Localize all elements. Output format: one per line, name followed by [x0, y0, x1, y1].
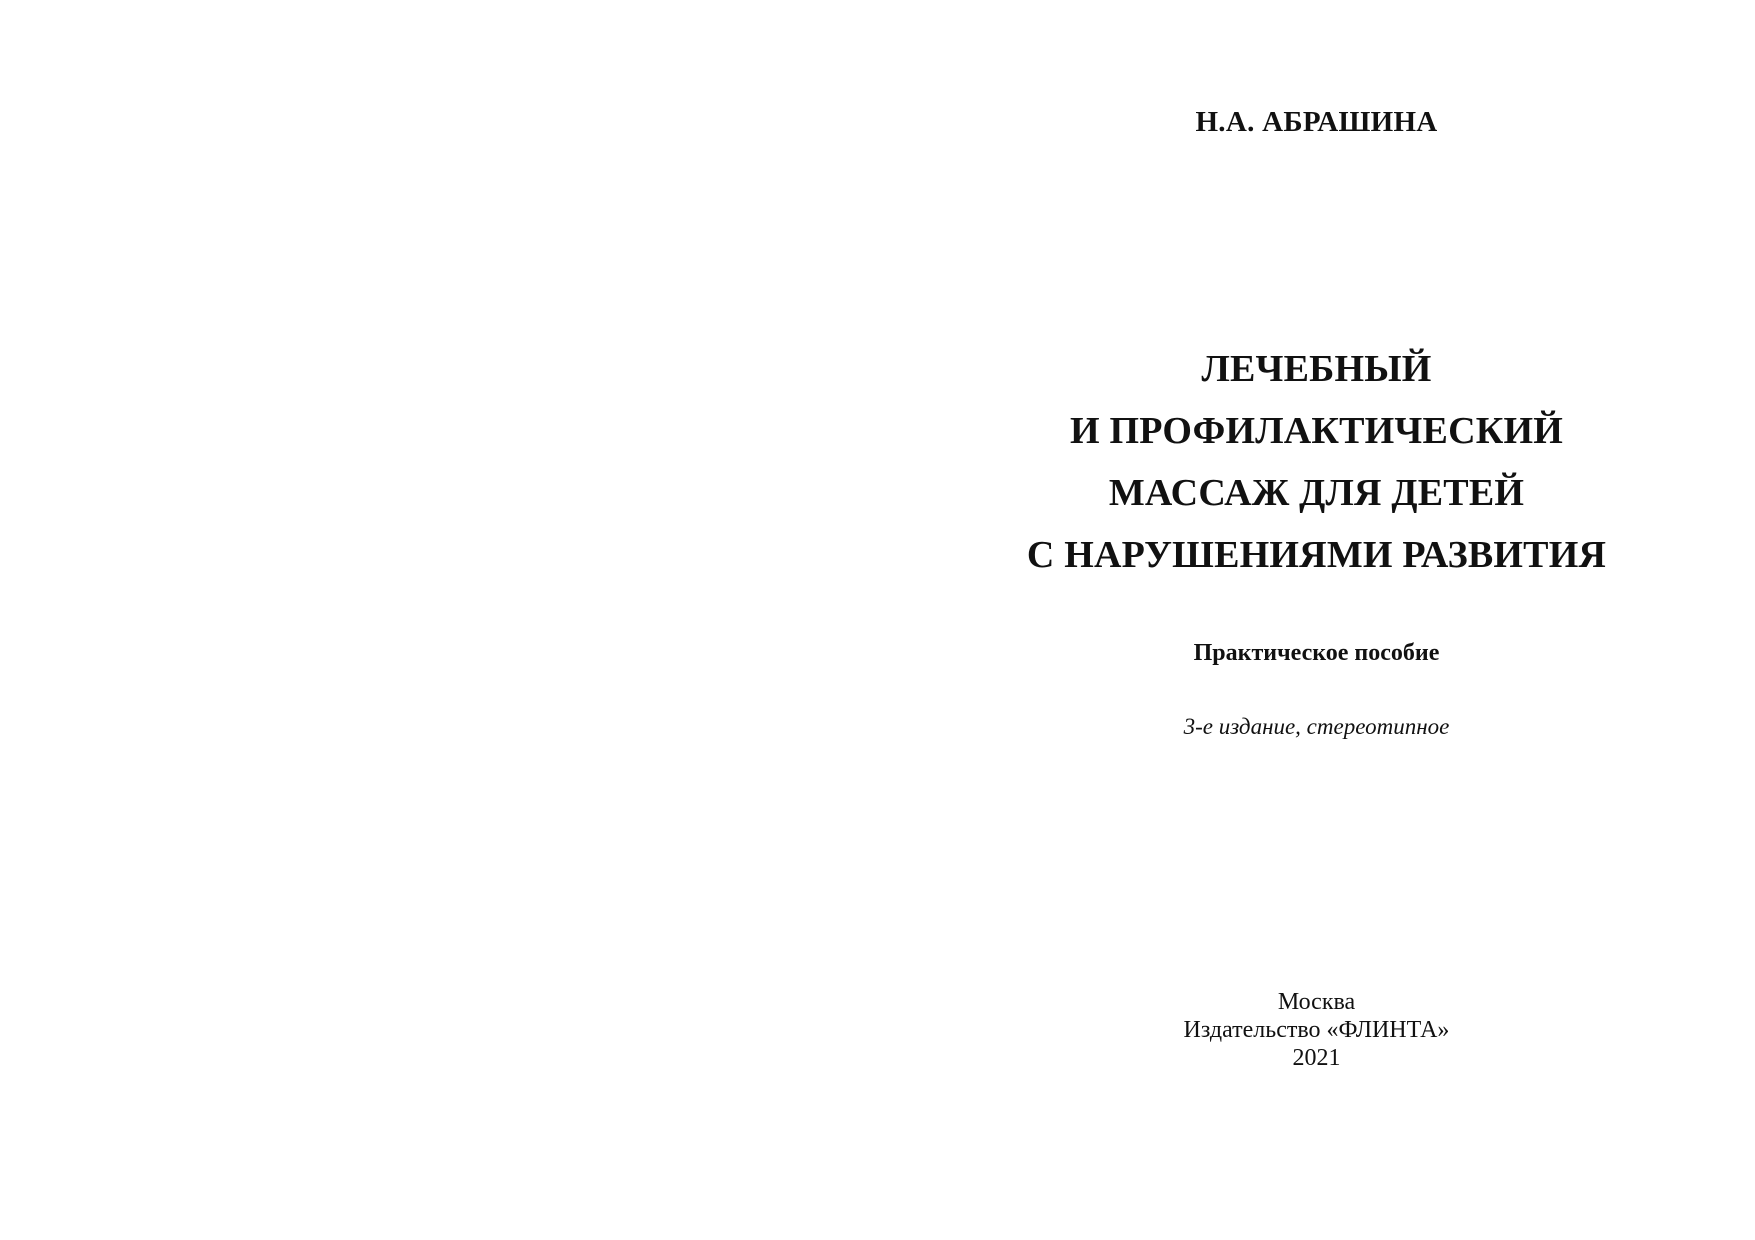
title-page [878, 0, 1755, 1240]
title-line-4: С НАРУШЕНИЯМИ РАЗВИТИЯ [1026, 534, 1607, 576]
title-line-3: МАССАЖ ДЛЯ ДЕТЕЙ [1108, 472, 1525, 514]
book-title [878, 338, 1755, 586]
title-line-1: ЛЕЧЕБНЫЙ [1201, 348, 1432, 390]
imprint-year: 2021 [1292, 1045, 1341, 1071]
title-line-2: И ПРОФИЛАКТИЧЕСКИЙ [1070, 410, 1563, 452]
edition-note: 3-е издание, стереотипное [1183, 714, 1450, 739]
imprint-block [878, 988, 1755, 1072]
imprint-city: Москва [1277, 989, 1356, 1015]
book-subtitle: Практическое пособие [1193, 640, 1440, 666]
author-name: Н.А. АБРАШИНА [1195, 106, 1438, 138]
imprint-publisher: Издательство «ФЛИНТА» [1183, 1017, 1450, 1043]
